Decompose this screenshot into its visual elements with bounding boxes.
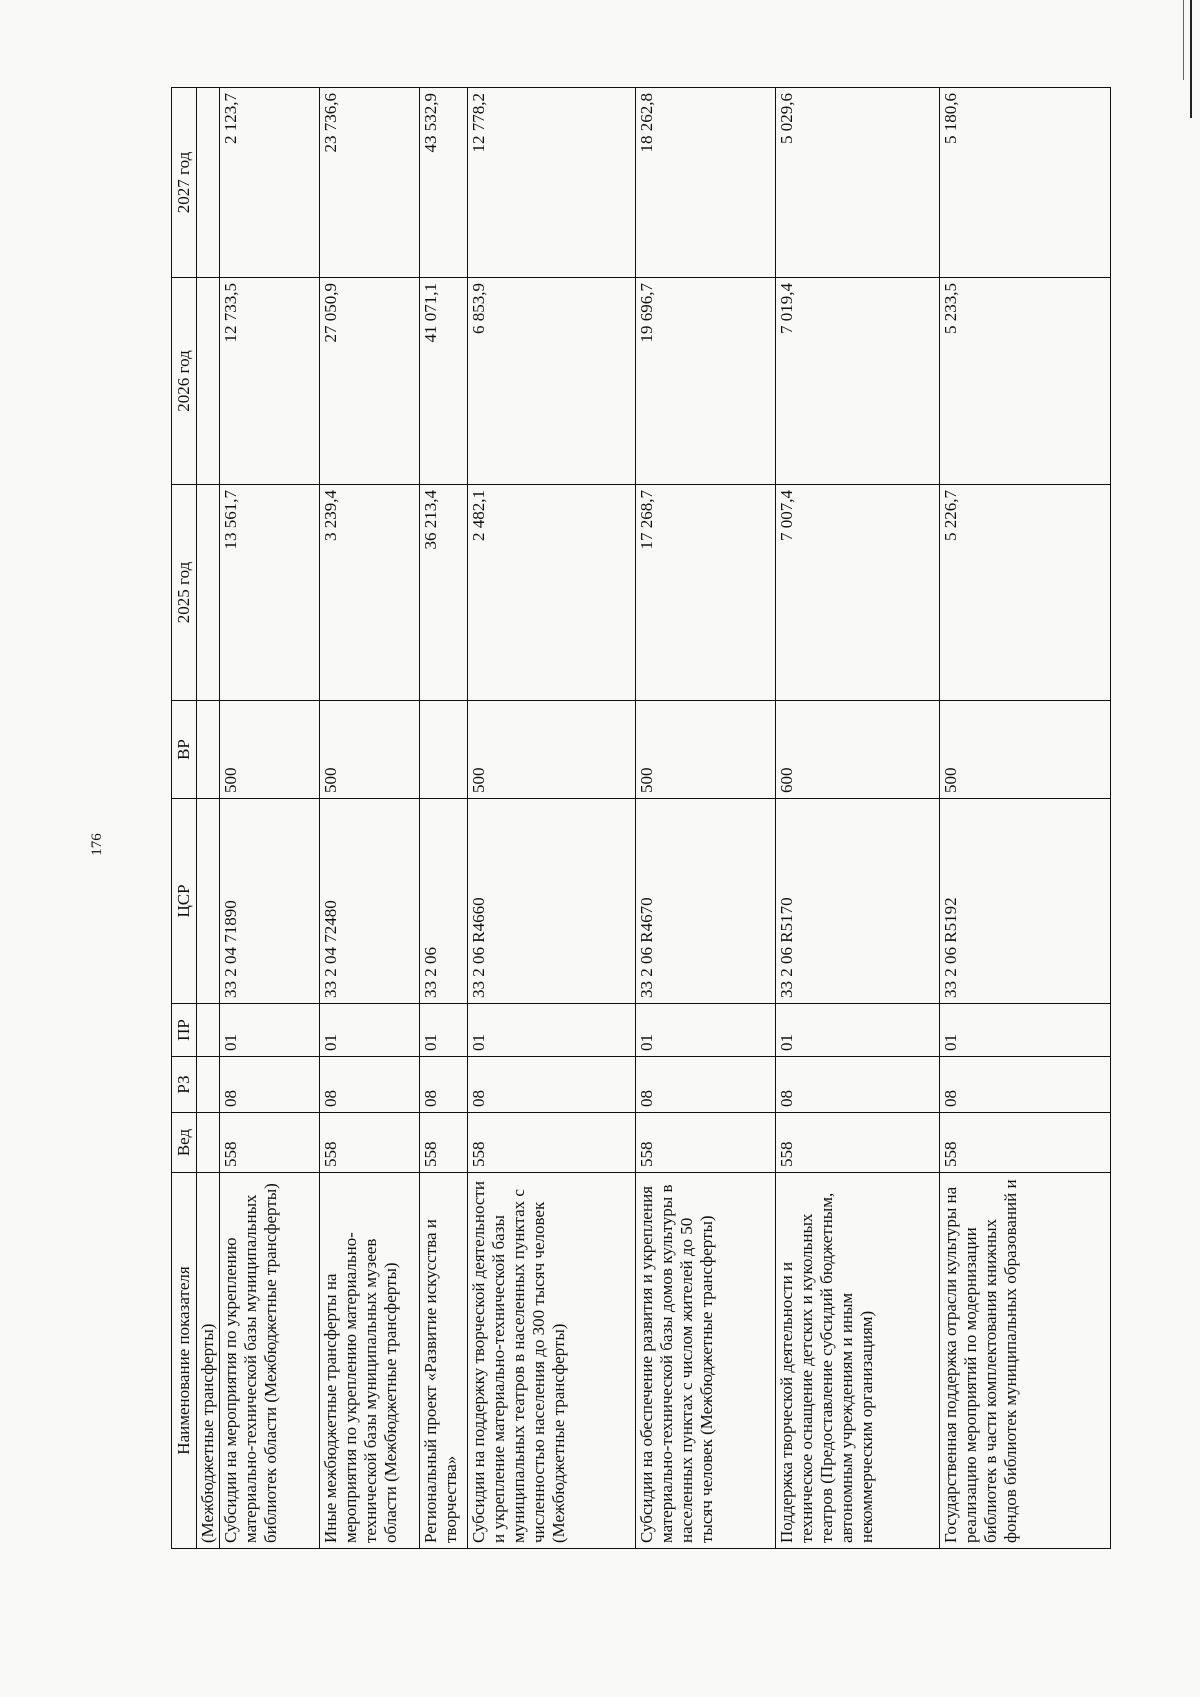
cell-ved: 558	[636, 1113, 776, 1173]
cell-2027: 5 180,6	[940, 88, 1111, 278]
header-ved: Вед	[172, 1113, 197, 1173]
budget-table-container	[171, 88, 1111, 1549]
header-2027: 2027 год	[172, 88, 197, 278]
cell-csr: 33 2 04 72480	[320, 799, 420, 1004]
cell-2026: 6 853,9	[468, 278, 636, 485]
header-2026: 2026 год	[172, 278, 197, 485]
cell-2025: 36 213,4	[420, 485, 468, 701]
cell-csr	[197, 799, 220, 1004]
cell-2025	[197, 485, 220, 701]
cell-vr: 600	[776, 701, 940, 799]
cell-2027	[197, 88, 220, 278]
cell-2026: 12 733,5	[220, 278, 320, 485]
cell-name: Субсидии на обеспечение развития и укрепления материально-технической базы домов культуры в населенных пунктах с числом жителей до 50 тысяч человек (Межбюджетные трансферты)	[636, 1173, 776, 1549]
cell-ved: 558	[776, 1113, 940, 1173]
cell-name: Региональный проект «Развитие искусства и творчества»	[420, 1173, 468, 1549]
cell-name: Субсидии на поддержку творческой деятельности и укрепление материально-технической базы муниципальных театров в населенных пунктах с численностью населения до 300 тысяч человек (Межбюджетные трансферты)	[468, 1173, 636, 1549]
cell-2025: 13 561,7	[220, 485, 320, 701]
table-row	[468, 88, 636, 1549]
cell-2026	[197, 278, 220, 485]
cell-2025: 7 007,4	[776, 485, 940, 701]
cell-2026: 7 019,4	[776, 278, 940, 485]
cell-pr: 01	[636, 1004, 776, 1057]
cell-rz: 08	[220, 1057, 320, 1113]
cell-ved: 558	[320, 1113, 420, 1173]
cell-csr: 33 2 04 71890	[220, 799, 320, 1004]
cell-2026: 5 233,5	[940, 278, 1111, 485]
cell-name: Поддержка творческой деятельности и техническое оснащение детских и кукольных театров (Предоставление субсидий бюджетным, автономным учреждениям и иным некоммерческим организациям)	[776, 1173, 940, 1549]
cell-2025: 3 239,4	[320, 485, 420, 701]
cell-2025: 17 268,7	[636, 485, 776, 701]
cell-pr: 01	[420, 1004, 468, 1057]
table-row	[420, 88, 468, 1549]
cell-vr: 500	[220, 701, 320, 799]
cell-ved: 558	[940, 1113, 1111, 1173]
header-2025: 2025 год	[172, 485, 197, 701]
cell-csr: 33 2 06 R4660	[468, 799, 636, 1004]
header-rz: РЗ	[172, 1057, 197, 1113]
cell-pr: 01	[940, 1004, 1111, 1057]
page-number: 176	[88, 833, 105, 856]
cell-csr: 33 2 06 R4670	[636, 799, 776, 1004]
cell-ved: 558	[468, 1113, 636, 1173]
cell-rz: 08	[320, 1057, 420, 1113]
cell-csr: 33 2 06 R5192	[940, 799, 1111, 1004]
cell-name: Государственная поддержка отрасли культуры на реализацию мероприятий по модернизации библиотек в части комплектования книжных фондов библиотек муниципальных образований и	[940, 1173, 1111, 1549]
table-row	[220, 88, 320, 1549]
cell-pr	[197, 1004, 220, 1057]
table-row	[636, 88, 776, 1549]
table-row	[197, 88, 220, 1549]
cell-vr: 500	[636, 701, 776, 799]
cell-2027: 5 029,6	[776, 88, 940, 278]
cell-vr: 500	[320, 701, 420, 799]
cell-vr	[420, 701, 468, 799]
cell-2026: 41 071,1	[420, 278, 468, 485]
cell-2025: 2 482,1	[468, 485, 636, 701]
cell-pr: 01	[220, 1004, 320, 1057]
cell-rz	[197, 1057, 220, 1113]
table-row	[320, 88, 420, 1549]
cell-2027: 2 123,7	[220, 88, 320, 278]
cell-pr: 01	[776, 1004, 940, 1057]
cell-2027: 23 736,6	[320, 88, 420, 278]
cell-vr: 500	[940, 701, 1111, 799]
cell-rz: 08	[468, 1057, 636, 1113]
header-vr: ВР	[172, 701, 197, 799]
header-csr: ЦСР	[172, 799, 197, 1004]
header-pr: ПР	[172, 1004, 197, 1057]
header-name: Наименование показателя	[172, 1173, 197, 1549]
cell-rz: 08	[636, 1057, 776, 1113]
cell-ved: 558	[420, 1113, 468, 1173]
cell-2027: 12 778,2	[468, 88, 636, 278]
table-row	[776, 88, 940, 1549]
cell-ved	[197, 1113, 220, 1173]
scan-edge-line	[1183, 0, 1184, 80]
cell-csr: 33 2 06 R5170	[776, 799, 940, 1004]
table-row	[940, 88, 1111, 1549]
table-header-row	[172, 88, 197, 1549]
cell-2027: 43 532,9	[420, 88, 468, 278]
cell-pr: 01	[468, 1004, 636, 1057]
cell-csr: 33 2 06	[420, 799, 468, 1004]
cell-vr	[197, 701, 220, 799]
cell-rz: 08	[420, 1057, 468, 1113]
cell-2026: 19 696,7	[636, 278, 776, 485]
cell-2025: 5 226,7	[940, 485, 1111, 701]
cell-rz: 08	[940, 1057, 1111, 1113]
scan-edge-line	[1190, 0, 1192, 118]
cell-name: Субсидии на мероприятия по укреплению материально-технической базы муниципальных библиотек области (Межбюджетные трансферты)	[220, 1173, 320, 1549]
cell-pr: 01	[320, 1004, 420, 1057]
cell-2026: 27 050,9	[320, 278, 420, 485]
cell-name: Иные межбюджетные трансферты на мероприятия по укреплению материально-технической базы муниципальных музеев области (Межбюджетные трансферты)	[320, 1173, 420, 1549]
cell-2027: 18 262,8	[636, 88, 776, 278]
cell-name: (Межбюджетные трансферты)	[197, 1173, 220, 1549]
cell-rz: 08	[776, 1057, 940, 1113]
cell-ved: 558	[220, 1113, 320, 1173]
cell-vr: 500	[468, 701, 636, 799]
budget-table	[171, 87, 1111, 1549]
